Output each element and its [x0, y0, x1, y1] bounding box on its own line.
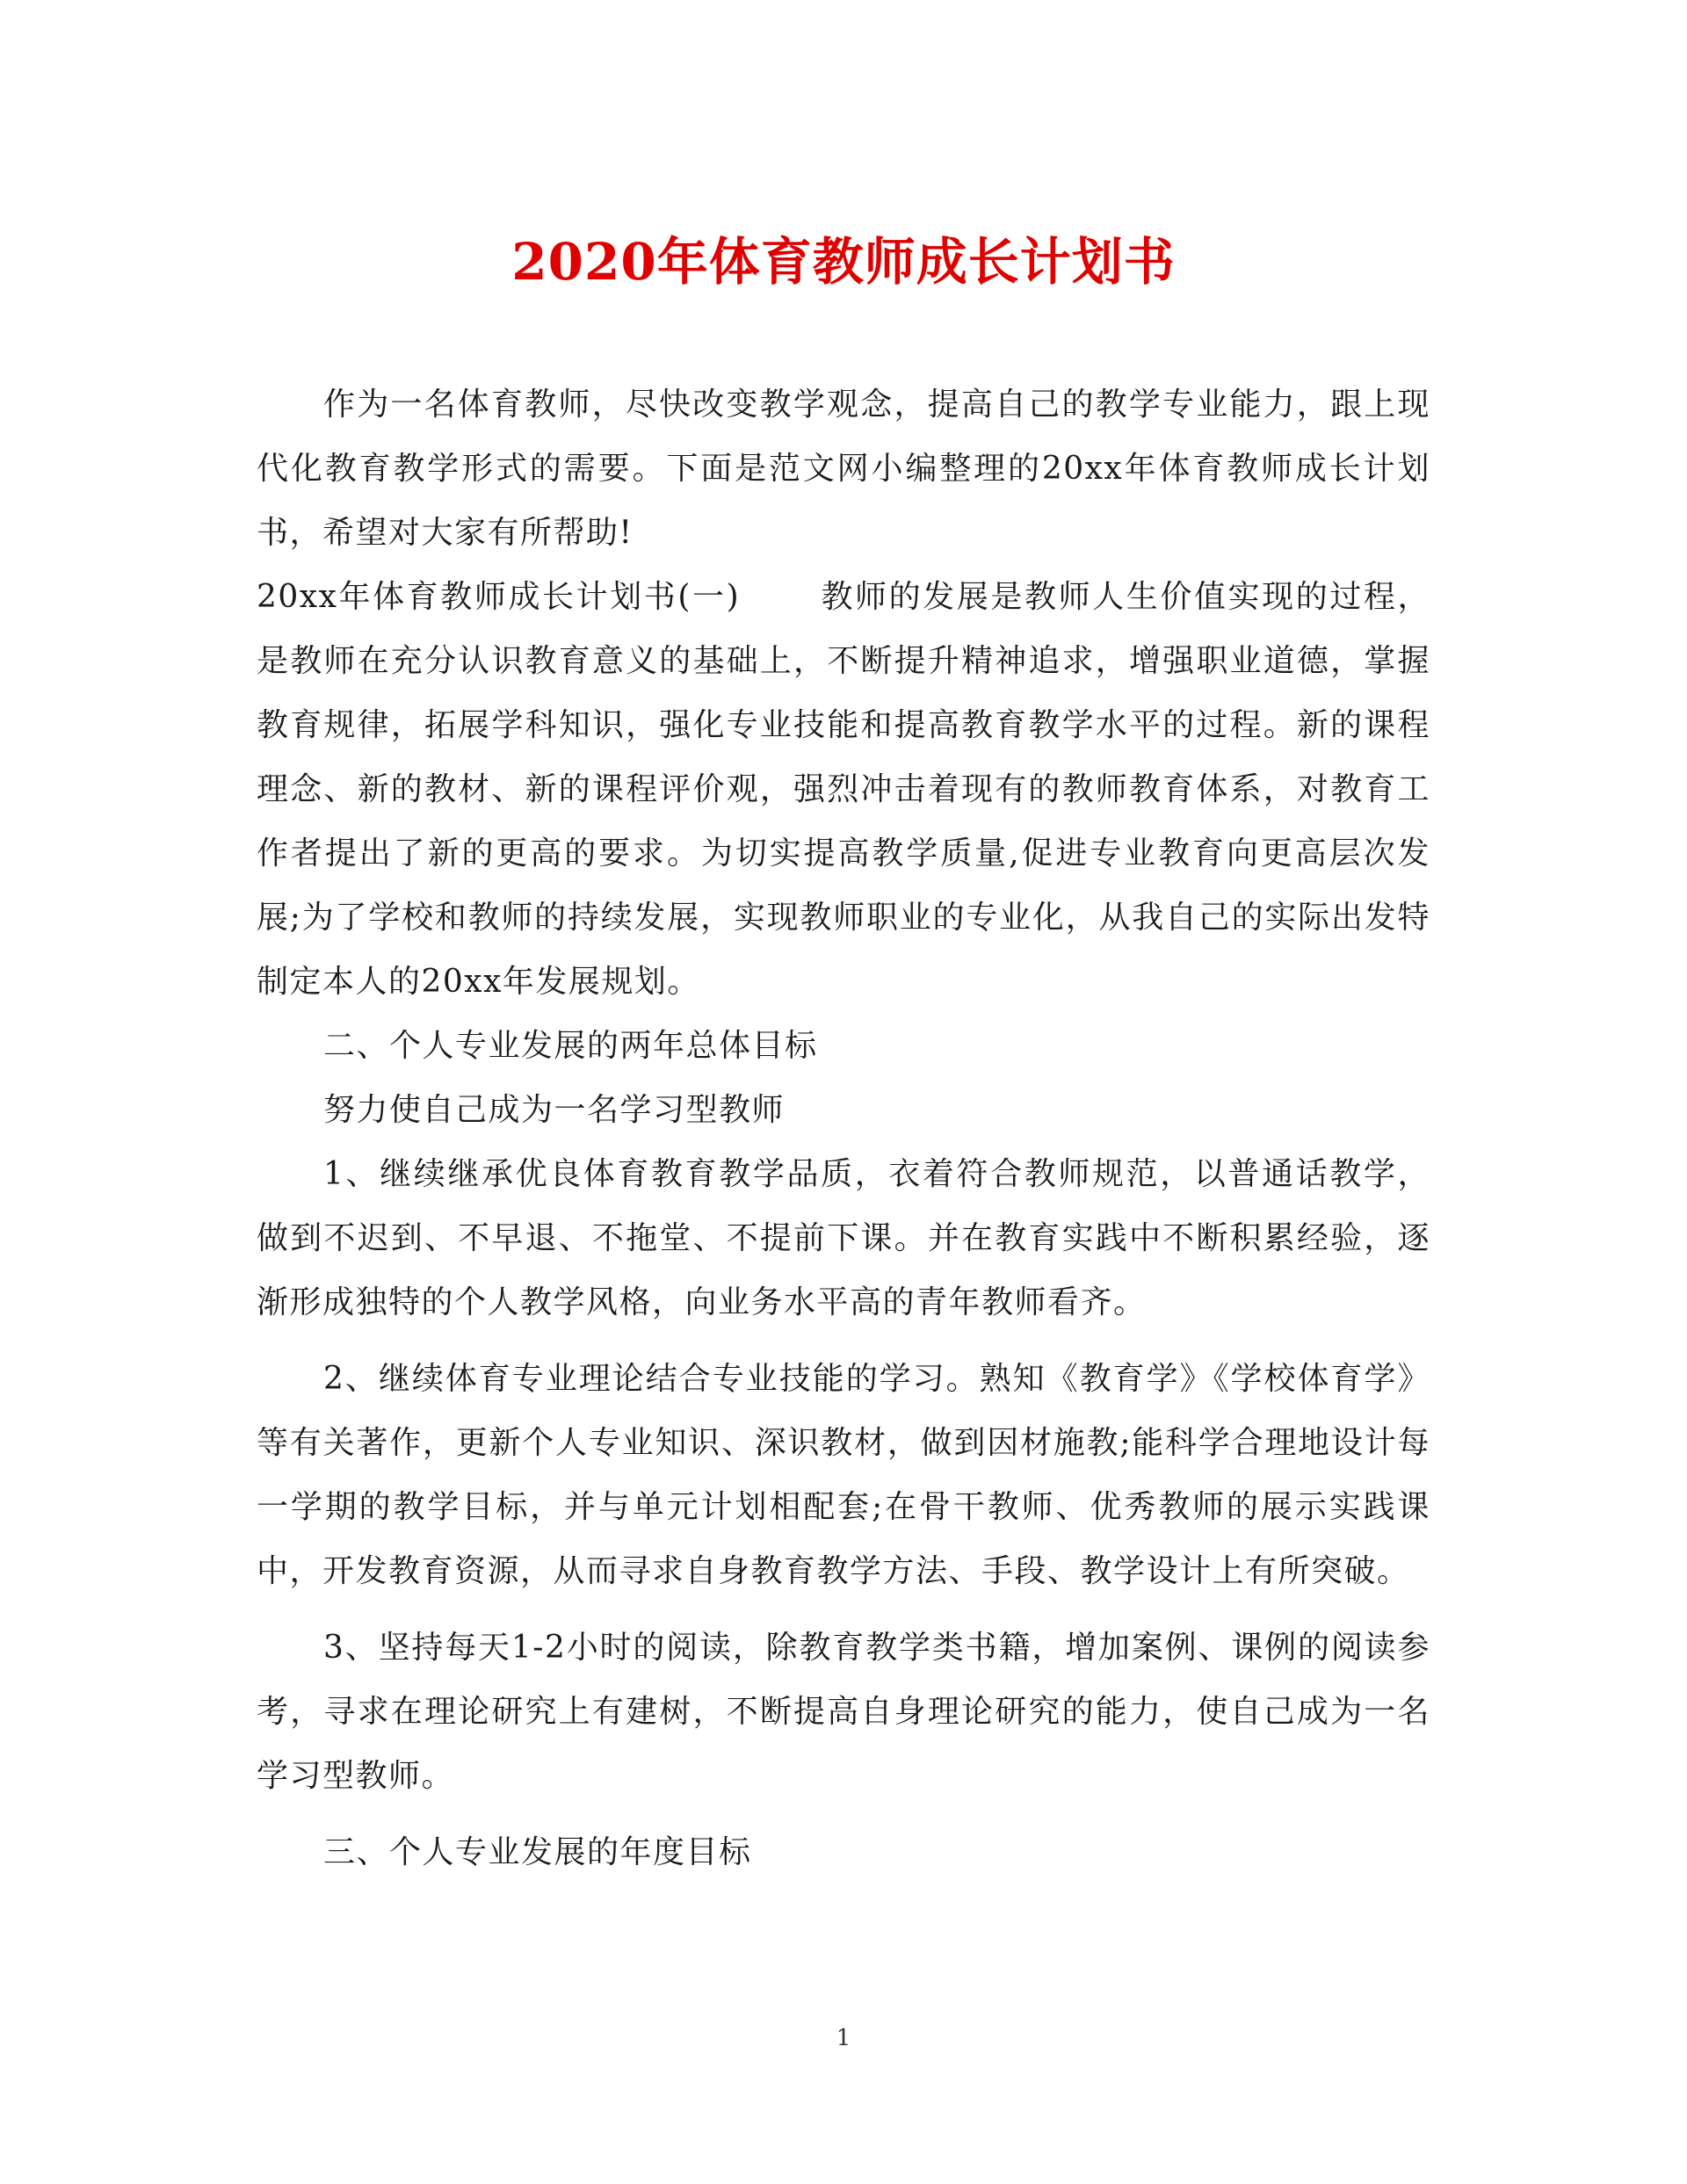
document-body [257, 372, 1430, 1884]
goal-item-3: 3、坚持每天1-2小时的阅读，除教育教学类书籍，增加案例、课例的阅读参考，寻求在理论研究上有建树，不断提高自身理论研究的能力，使自己成为一名学习型教师。 [257, 1630, 1430, 1794]
goal-heading-two-year: 二、个人专业发展的两年总体目标 [323, 1028, 818, 1064]
goal-heading-annual: 三、个人专业发展的年度目标 [323, 1834, 752, 1870]
document-title: 2020年体育教师成长计划书 [511, 232, 1176, 292]
goal-statement: 努力使自己成为一名学习型教师 [323, 1092, 786, 1128]
goal-item-1: 1、继续继承优良体育教育教学品质，衣着符合教师规范，以普通话教学，做到不迟到、不早退、不拖堂、不提前下课。并在教育实践中不断积累经验，逐渐形成独特的个人教学风格，向业务水平高的青年教师看齐。 [257, 1156, 1430, 1320]
section-one-paragraph: 20xx年体育教师成长计划书(一) 教师的发展是教师人生价值实现的过程，是教师在充分认识教育意义的基础上，不断提升精神追求，增强职业道德，掌握教育规律，拓展学科知识，强化专业技能和提高教育教学水平的过程。新的课程理念、新的教材、新的课程评价观，强烈冲击着现有的教师教育体系，对教育工作者提出了新的更高的要求。为切实提高教学质量,促进专业教育向更高层次发展;为了学校和教师的持续发展，实现教师职业的专业化，从我自己的实际出发特制定本人的20xx年发展规划。 [257, 579, 1430, 1000]
intro-paragraph: 作为一名体育教师，尽快改变教学观念，提高自己的教学专业能力，跟上现代化教育教学形式的需要。下面是范文网小编整理的20xx年体育教师成长计划书，希望对大家有所帮助! [257, 387, 1430, 551]
goal-item-2: 2、继续体育专业理论结合专业技能的学习。熟知《教育学》《学校体育学》等有关著作，更新个人专业知识、深识教材，做到因材施教;能科学合理地设计每一学期的教学目标，并与单元计划相配套;在骨干教师、优秀教师的展示实践课中，开发教育资源，从而寻求自身教育教学方法、手段、教学设计上有所突破。 [257, 1361, 1430, 1589]
page-number: 1 [836, 2025, 851, 2051]
